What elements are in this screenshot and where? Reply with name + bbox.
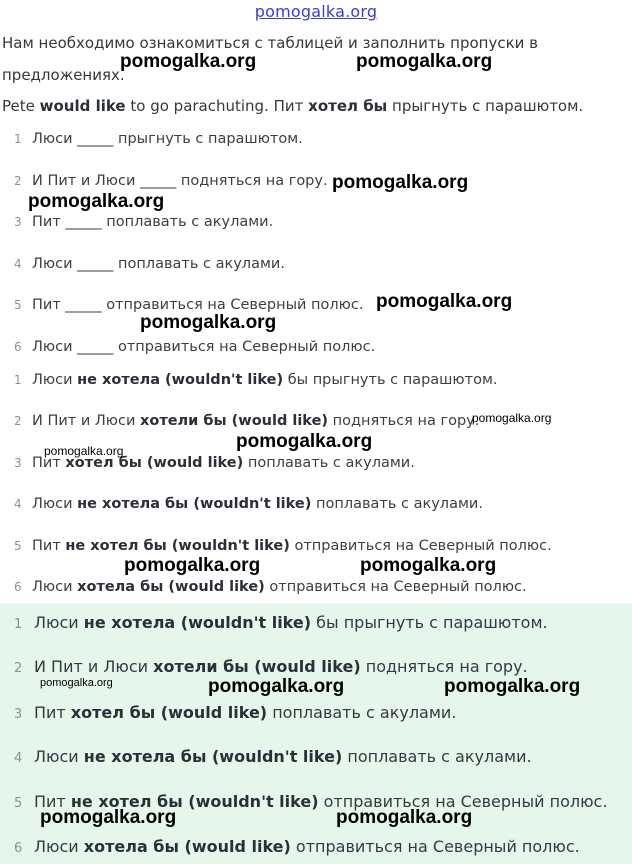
answer-item (14, 538, 552, 554)
item-number: 3 (14, 707, 23, 722)
answer-post: бы прыгнуть с парашютом. (283, 372, 498, 388)
gap-item (14, 339, 375, 355)
watermark-top: pomogalka.org (254, 2, 378, 21)
watermark: pomogalka.org (208, 676, 345, 697)
answer-pre: Люси (32, 372, 78, 388)
answer-post: подняться на гору. (360, 657, 528, 676)
answer-item (14, 496, 483, 512)
answer-bold: хотела бы (would like) (77, 579, 265, 595)
item-number: 3 (14, 215, 22, 229)
answer-bold: не хотела бы (wouldn't like) (77, 496, 312, 512)
answer-bold: не хотела (wouldn't like) (83, 613, 312, 632)
gap-text: Люси _____ поплавать с акулами. (32, 256, 285, 272)
answer-post: отправиться на Северный полюс. (318, 792, 608, 811)
item-number: 3 (14, 456, 22, 470)
answer-post: отправиться на Северный полюс. (264, 579, 527, 595)
answer-bold: не хотел бы (wouldn't like) (70, 792, 319, 811)
answer-bold: не хотела (wouldn't like) (77, 372, 284, 388)
answer-pre: И Пит и Люси (32, 413, 140, 429)
example-post: прыгнуть с парашютом. (387, 97, 584, 115)
item-number: 1 (14, 132, 22, 146)
example-sentence (2, 97, 583, 115)
watermark: pomogalka.org (40, 807, 177, 828)
answer-post: отправиться на Северный полюс. (289, 538, 552, 554)
highlighted-answer-item (14, 837, 580, 856)
watermark: pomogalka.org (444, 676, 581, 697)
watermark: pomogalka.org (376, 291, 513, 312)
answer-pre: И Пит и Люси (34, 657, 154, 676)
answer-pre: Пит (32, 455, 66, 471)
answer-item (14, 372, 498, 388)
example-bold-2: хотел бы (308, 97, 388, 115)
item-number: 1 (14, 617, 23, 632)
example-mid: to go parachuting. Пит (125, 97, 309, 115)
gap-item (14, 214, 273, 230)
answer-item (14, 579, 527, 595)
watermark: pomogalka.org (124, 555, 261, 576)
example-pre: Pete (2, 97, 40, 115)
gap-item (14, 131, 303, 147)
watermark: pomogalka.org (472, 411, 552, 425)
watermark: pomogalka.org (332, 172, 469, 193)
answer-bold: не хотел бы (wouldn't like) (65, 538, 290, 554)
answer-post: бы прыгнуть с парашютом. (311, 613, 548, 632)
item-number: 6 (14, 841, 23, 856)
item-number: 5 (14, 539, 22, 553)
item-number: 5 (14, 796, 23, 811)
answer-bold: хотели бы (would like) (140, 413, 329, 429)
answer-post: поплавать с акулами. (267, 703, 457, 722)
watermark: pomogalka.org (336, 807, 473, 828)
watermark: pomogalka.org (120, 51, 257, 72)
answer-bold: хотели бы (would like) (153, 657, 361, 676)
watermark: pomogalka.org (28, 191, 165, 212)
example-bold-1: would like (39, 97, 126, 115)
gap-text: И Пит и Люси _____ подняться на гору. (32, 173, 328, 189)
watermark: pomogalka.org (44, 444, 124, 458)
gap-text: Люси _____ прыгнуть с парашютом. (32, 131, 303, 147)
highlighted-answer-item (14, 613, 548, 632)
answer-pre: Люси (34, 747, 84, 766)
item-number: 2 (14, 174, 22, 188)
gap-text: Люси _____ отправиться на Северный полюс. (32, 339, 376, 355)
highlighted-answer-item (14, 657, 528, 676)
watermark: pomogalka.org (236, 431, 373, 452)
answer-post: подняться на гору. (328, 413, 480, 429)
gap-text: Пит _____ поплавать с акулами. (32, 214, 274, 230)
intro-line-1: Нам необходимо ознакомиться с таблицей и заполнить пропуски в (2, 34, 539, 52)
item-number: 1 (14, 373, 22, 387)
item-number: 4 (14, 751, 23, 766)
answer-pre: Пит (32, 538, 66, 554)
item-number: 6 (14, 340, 22, 354)
answer-pre: Пит (34, 703, 71, 722)
watermark: pomogalka.org (40, 677, 113, 689)
answer-post: поплавать с акулами. (243, 455, 415, 471)
item-number: 2 (14, 414, 22, 428)
gap-item (14, 173, 328, 189)
answer-pre: Пит (34, 792, 71, 811)
answer-pre: Люси (34, 837, 84, 856)
answer-item (14, 413, 479, 429)
answer-pre: Люси (34, 613, 84, 632)
watermark: pomogalka.org (360, 555, 497, 576)
item-number: 2 (14, 661, 23, 676)
gap-text: Пит _____ отправиться на Северный полюс. (32, 297, 364, 313)
gap-item (14, 256, 285, 272)
item-number: 4 (14, 497, 22, 511)
item-number: 6 (14, 580, 22, 594)
answer-pre: Люси (32, 496, 78, 512)
answer-bold: хотел бы (would like) (70, 703, 268, 722)
intro-line-2: предложениях. (2, 66, 125, 84)
watermark: pomogalka.org (356, 51, 493, 72)
item-number: 5 (14, 298, 22, 312)
highlighted-answer-item (14, 747, 532, 766)
answer-pre: Люси (32, 579, 78, 595)
answer-post: отправиться на Северный полюс. (290, 837, 580, 856)
watermark: pomogalka.org (140, 312, 277, 333)
answer-bold: хотел бы (would like) (65, 455, 244, 471)
answer-bold: не хотела бы (wouldn't like) (83, 747, 343, 766)
answer-bold: хотела бы (would like) (83, 837, 291, 856)
highlighted-answer-item (14, 703, 456, 722)
answer-post: поплавать с акулами. (311, 496, 483, 512)
item-number: 4 (14, 257, 22, 271)
gap-item (14, 297, 363, 313)
answer-post: поплавать с акулами. (342, 747, 532, 766)
